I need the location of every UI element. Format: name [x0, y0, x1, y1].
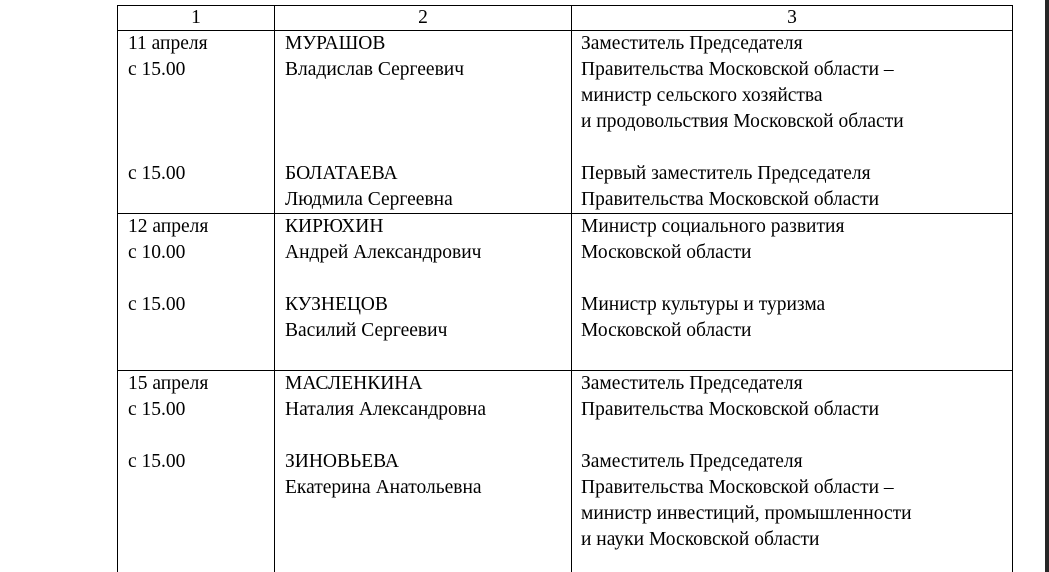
position-line: Правительства Московской области – [581, 477, 894, 498]
time-text: с 10.00 [128, 242, 186, 263]
given-names-text: Василий Сергеевич [285, 320, 448, 341]
position-line: Министр культуры и туризма [581, 294, 826, 315]
column-header-2: 2 [275, 6, 572, 31]
position-cell [572, 214, 1013, 371]
date-cell [118, 214, 275, 371]
position-line: Правительства Московской области [581, 189, 880, 210]
position-line: Правительства Московской области [581, 399, 880, 420]
surname-text: МАСЛЕНКИНА [285, 373, 423, 394]
position-line: Министр социального развития [581, 216, 845, 237]
position-cell [572, 371, 1013, 572]
time-text: с 15.00 [128, 59, 186, 80]
position-line: Правительства Московской области – [581, 59, 894, 80]
date-cell [118, 371, 275, 572]
position-line: министр инвестиций, промышленности [581, 503, 912, 524]
position-line: и продовольствия Московской области [581, 111, 904, 132]
column-header-1: 1 [118, 6, 275, 31]
position-line: и науки Московской области [581, 529, 820, 550]
name-cell [275, 214, 572, 371]
position-line: Московской области [581, 320, 752, 341]
given-names-text: Наталия Александровна [285, 399, 486, 420]
date-text: 15 апреля [128, 373, 209, 394]
time-text: с 15.00 [128, 451, 186, 472]
name-cell [275, 31, 572, 214]
column-header-3: 3 [572, 6, 1013, 31]
time-text: с 15.00 [128, 163, 186, 184]
position-cell [572, 31, 1013, 214]
given-names-text: Андрей Александрович [285, 242, 482, 263]
position-line: Заместитель Председателя [581, 451, 803, 472]
schedule-table [117, 5, 1013, 572]
viewer-scrollbar-edge [1045, 0, 1049, 572]
position-line: Первый заместитель Председателя [581, 163, 871, 184]
table-row [118, 31, 1013, 214]
name-cell [275, 371, 572, 572]
given-names-text: Владислав Сергеевич [285, 59, 465, 80]
given-names-text: Людмила Сергеевна [285, 189, 453, 210]
date-text: 11 апреля [128, 33, 208, 54]
surname-text: КИРЮХИН [285, 216, 384, 237]
table-row [118, 371, 1013, 572]
position-line: Московской области [581, 242, 752, 263]
date-cell [118, 31, 275, 214]
surname-text: КУЗНЕЦОВ [285, 294, 388, 315]
position-line: Заместитель Председателя [581, 33, 803, 54]
header-row [118, 6, 1013, 31]
surname-text: БОЛАТАЕВА [285, 163, 398, 184]
date-text: 12 апреля [128, 216, 209, 237]
given-names-text: Екатерина Анатольевна [285, 477, 482, 498]
surname-text: МУРАШОВ [285, 33, 386, 54]
time-text: с 15.00 [128, 294, 186, 315]
position-line: министр сельского хозяйства [581, 85, 823, 106]
table-row [118, 214, 1013, 371]
time-text: с 15.00 [128, 399, 186, 420]
surname-text: ЗИНОВЬЕВА [285, 451, 399, 472]
position-line: Заместитель Председателя [581, 373, 803, 394]
